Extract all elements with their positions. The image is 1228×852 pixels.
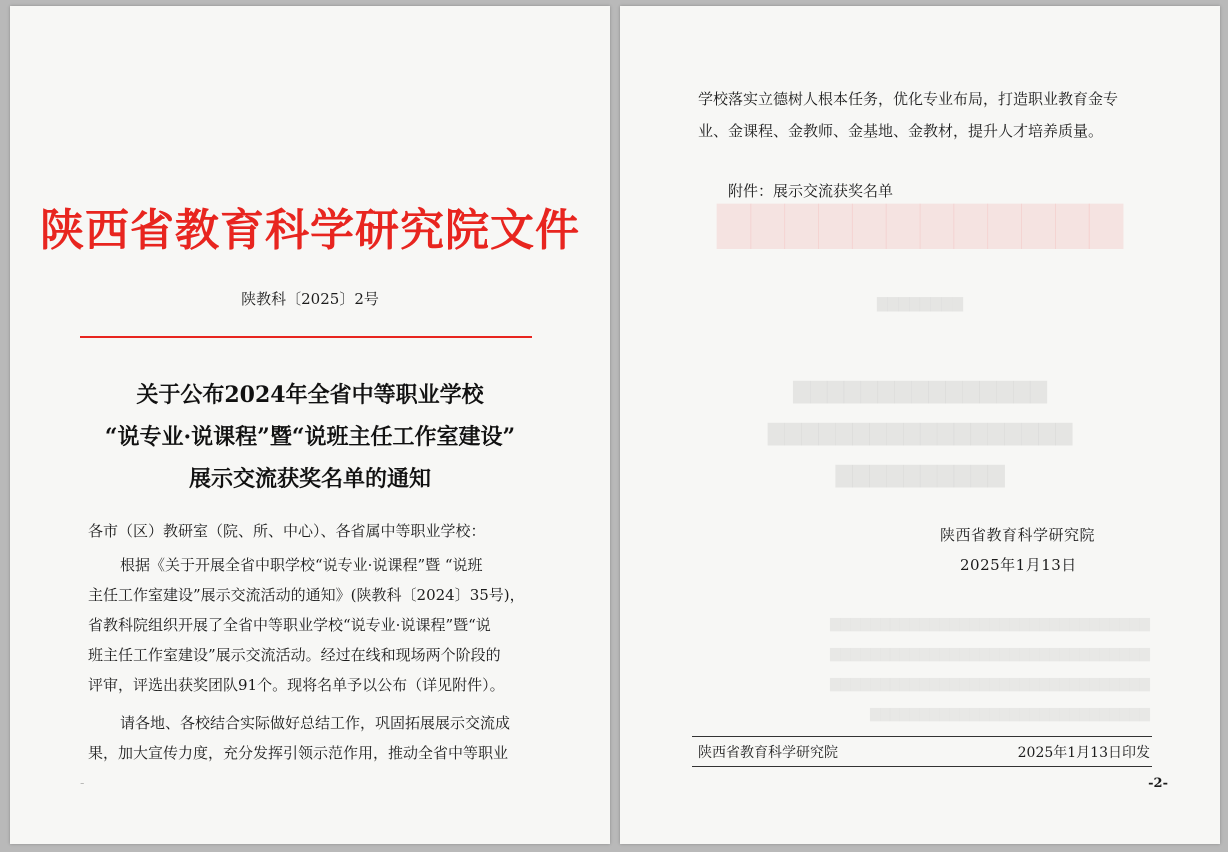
body-line: 主任工作室建设”展示交流活动的通知》(陕教科〔2024〕35号)， [88, 586, 525, 604]
red-divider-line [80, 336, 532, 338]
footer-print-date: 2025年1月13日印发 [1017, 745, 1150, 761]
body-line: 根据《关于开展全省中职学校“说专业·说课程”暨 “说班 [120, 556, 483, 574]
page-number: -2- [1148, 776, 1168, 791]
document-page-1 [10, 6, 610, 844]
continuation-line: 学校落实立德树人根本任务，优化专业布局，打造职业教育金专 [698, 90, 1119, 108]
salutation: 各市（区）教研室（院、所、中心）、各省属中等职业学校： [88, 522, 486, 540]
body-line: 请各地、各校结合实际做好总结工作，巩固拓展展示交流成 [120, 714, 511, 732]
footer-top-rule [692, 736, 1152, 737]
notice-title-line-2: “说专业·说课程”暨“说班主任工作室建设” [104, 424, 516, 450]
body-line: 班主任工作室建设”展示交流活动。经过在线和现场两个阶段的 [88, 646, 501, 664]
bleed-through-ghost: ▇▇▇▇▇▇▇▇▇▇▇▇▇▇▇ [793, 378, 1047, 404]
signature-date: 2025年1月13日 [960, 556, 1077, 574]
body-line: 评审，评选出获奖团队91个。现将名单予以公布（详见附件）。 [88, 676, 505, 694]
document-number: 陕教科〔2025〕2号 [241, 290, 379, 308]
document-page-2 [620, 6, 1220, 844]
page-number-left: - [80, 776, 85, 791]
bleed-through-ghost: ▇▇▇▇▇▇▇▇▇▇▇▇▇▇▇▇▇▇ [767, 420, 1073, 446]
bleed-through-ghost: ▇▇▇▇▇▇▇▇ [876, 296, 964, 312]
footer-issuer: 陕西省教育科学研究院 [698, 745, 838, 761]
bleed-through-ghost: ▇▇▇▇▇▇▇▇▇▇ [835, 462, 1005, 488]
body-line: 省教科院组织开展了全省中等职业学校“说专业·说课程”暨“说 [88, 616, 491, 634]
notice-title-line-1: 关于公布2024年全省中等职业学校 [136, 382, 484, 408]
signature-org: 陕西省教育科学研究院 [940, 526, 1096, 544]
bleed-through-ghost: ▇▇▇▇▇▇▇▇▇▇▇▇▇▇▇▇▇▇▇▇▇▇▇▇▇▇▇▇▇▇▇▇ ▇▇▇▇▇▇▇▇▇▇▇▇▇▇▇▇▇▇▇▇▇▇▇▇▇▇▇▇▇▇▇▇ ▇▇▇▇▇▇▇▇▇▇▇▇▇▇▇▇▇▇▇▇▇▇▇▇▇▇▇▇▇▇▇▇ ▇▇▇▇▇▇▇▇▇▇▇▇▇▇▇▇▇▇▇▇▇▇▇▇▇▇▇▇ [830, 617, 1150, 722]
footer-bottom-rule [692, 766, 1152, 767]
bleed-through-header-ghost: ▇▇▇▇▇▇▇▇▇▇▇▇ [716, 198, 1124, 249]
attachment-label: 附件：展示交流获奖名单 [728, 182, 894, 200]
body-line: 果，加大宣传力度，充分发挥引领示范作用，推动全省中等职业 [88, 744, 509, 762]
continuation-line: 业、金课程、金教师、金基地、金教材，提升人才培养质量。 [698, 122, 1104, 140]
red-header-title: 陕西省教育科学研究院文件 [40, 205, 580, 256]
notice-title-line-3: 展示交流获奖名单的通知 [188, 466, 431, 492]
